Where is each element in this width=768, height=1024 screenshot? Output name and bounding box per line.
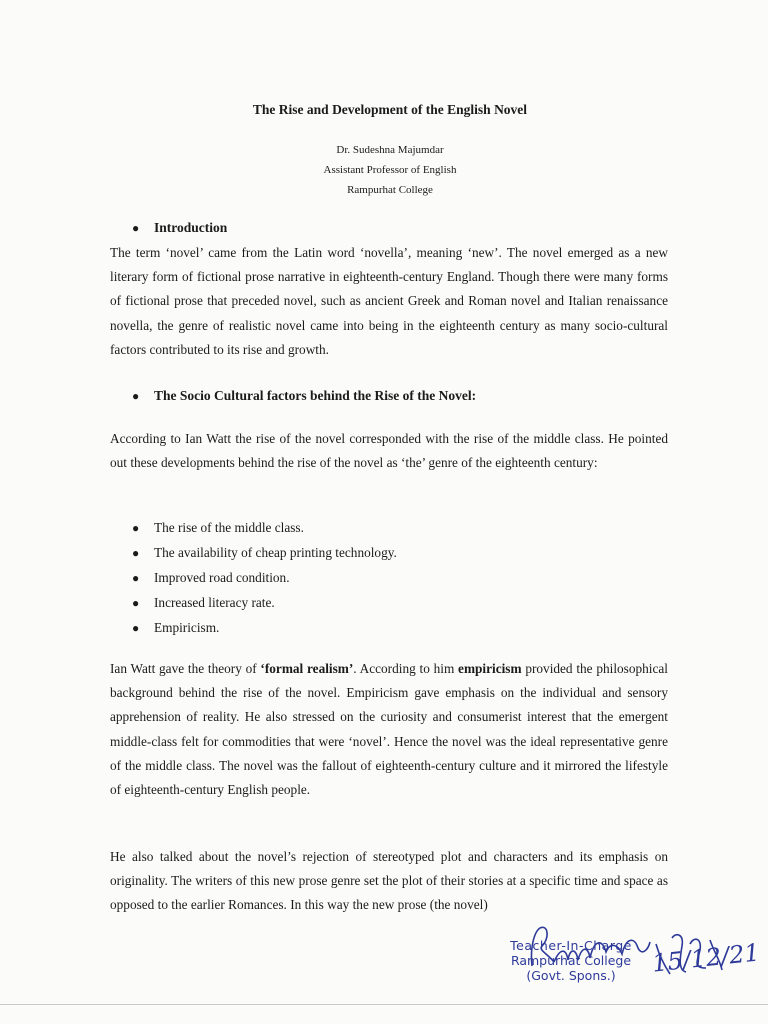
rejection-paragraph: He also talked about the novel’s rejection of stereotyped plot and characters and its emphasis on originality. The writers of this new prose genre set the plot of their stories at a specific time and space as opposed to the earlier Romances. In this way the new prose (the novel): [110, 849, 668, 913]
section-heading-socio-cultural: ● The Socio Cultural factors behind the Rise of the Novel:: [132, 388, 477, 403]
author-role: Assistant Professor of English: [323, 164, 457, 176]
bullet-icon: ●: [132, 571, 140, 585]
author-college: Rampurhat College: [347, 184, 433, 196]
college-stamp: [496, 938, 646, 983]
term-empiricism: empiricism: [458, 661, 522, 676]
formal-realism-paragraph: Ian Watt gave the theory of ‘formal realism’. According to him empiricism provided the philosophical background behind the rise of the novel. Empiricism gave emphasis on the individual and sensory apprehension of reality. He also stressed on the curiosity and consumerist interest that the emergent middle-class felt for commodities that were ‘novel’. Hence the novel was the ideal representative genre of the middle class. The novel was the fallout of eighteenth-century culture and it mirrored the lifestyle of eighteenth-century English people.: [110, 661, 668, 798]
scan-edge-divider: [0, 1004, 768, 1005]
stamp-line-title: Teacher-In-Charge: [510, 938, 632, 953]
introduction-paragraph: The term ‘novel’ came from the Latin word ‘novella’, meaning ‘new’. The novel emerged as a new literary form of fictional prose narrative in eighteenth-century England. Though there were many forms of fictional prose that preceded novel, such as ancient Greek and Roman novel and Italian renaissance novella, the genre of realistic novel came into being in the eighteenth century as many socio-cultural factors contributed to its rise and growth.: [110, 245, 668, 357]
list-item: ● The rise of the middle class.: [132, 515, 397, 540]
bullet-icon: ●: [132, 621, 140, 635]
bullet-icon: ●: [132, 596, 140, 610]
stamp-line-college: Rampurhat College: [510, 953, 632, 968]
factors-list: [132, 515, 397, 640]
signature-date: 15/12/21: [650, 938, 761, 978]
term-formal-realism: ‘formal realism’: [260, 661, 354, 676]
bullet-icon: ●: [132, 546, 140, 560]
bullet-icon: ●: [132, 521, 140, 535]
list-item: ● Improved road condition.: [132, 565, 397, 590]
list-item: ● Empiricism.: [132, 615, 397, 640]
section-heading-introduction: ● Introduction: [132, 220, 228, 235]
author-name: Dr. Sudeshna Majumdar: [336, 144, 444, 156]
list-item: ● The availability of cheap printing technology.: [132, 540, 397, 565]
stamp-line-status: (Govt. Spons.): [526, 968, 616, 983]
bullet-icon: ●: [132, 389, 140, 403]
list-item: ● Increased literacy rate.: [132, 590, 397, 615]
document-title: The Rise and Development of the English Novel: [252, 102, 528, 117]
bullet-icon: ●: [132, 221, 140, 235]
socio-cultural-paragraph: According to Ian Watt the rise of the novel corresponded with the rise of the middle class. He pointed out these developments behind the rise of the novel as ‘the’ genre of the eighteenth century:: [110, 431, 668, 471]
